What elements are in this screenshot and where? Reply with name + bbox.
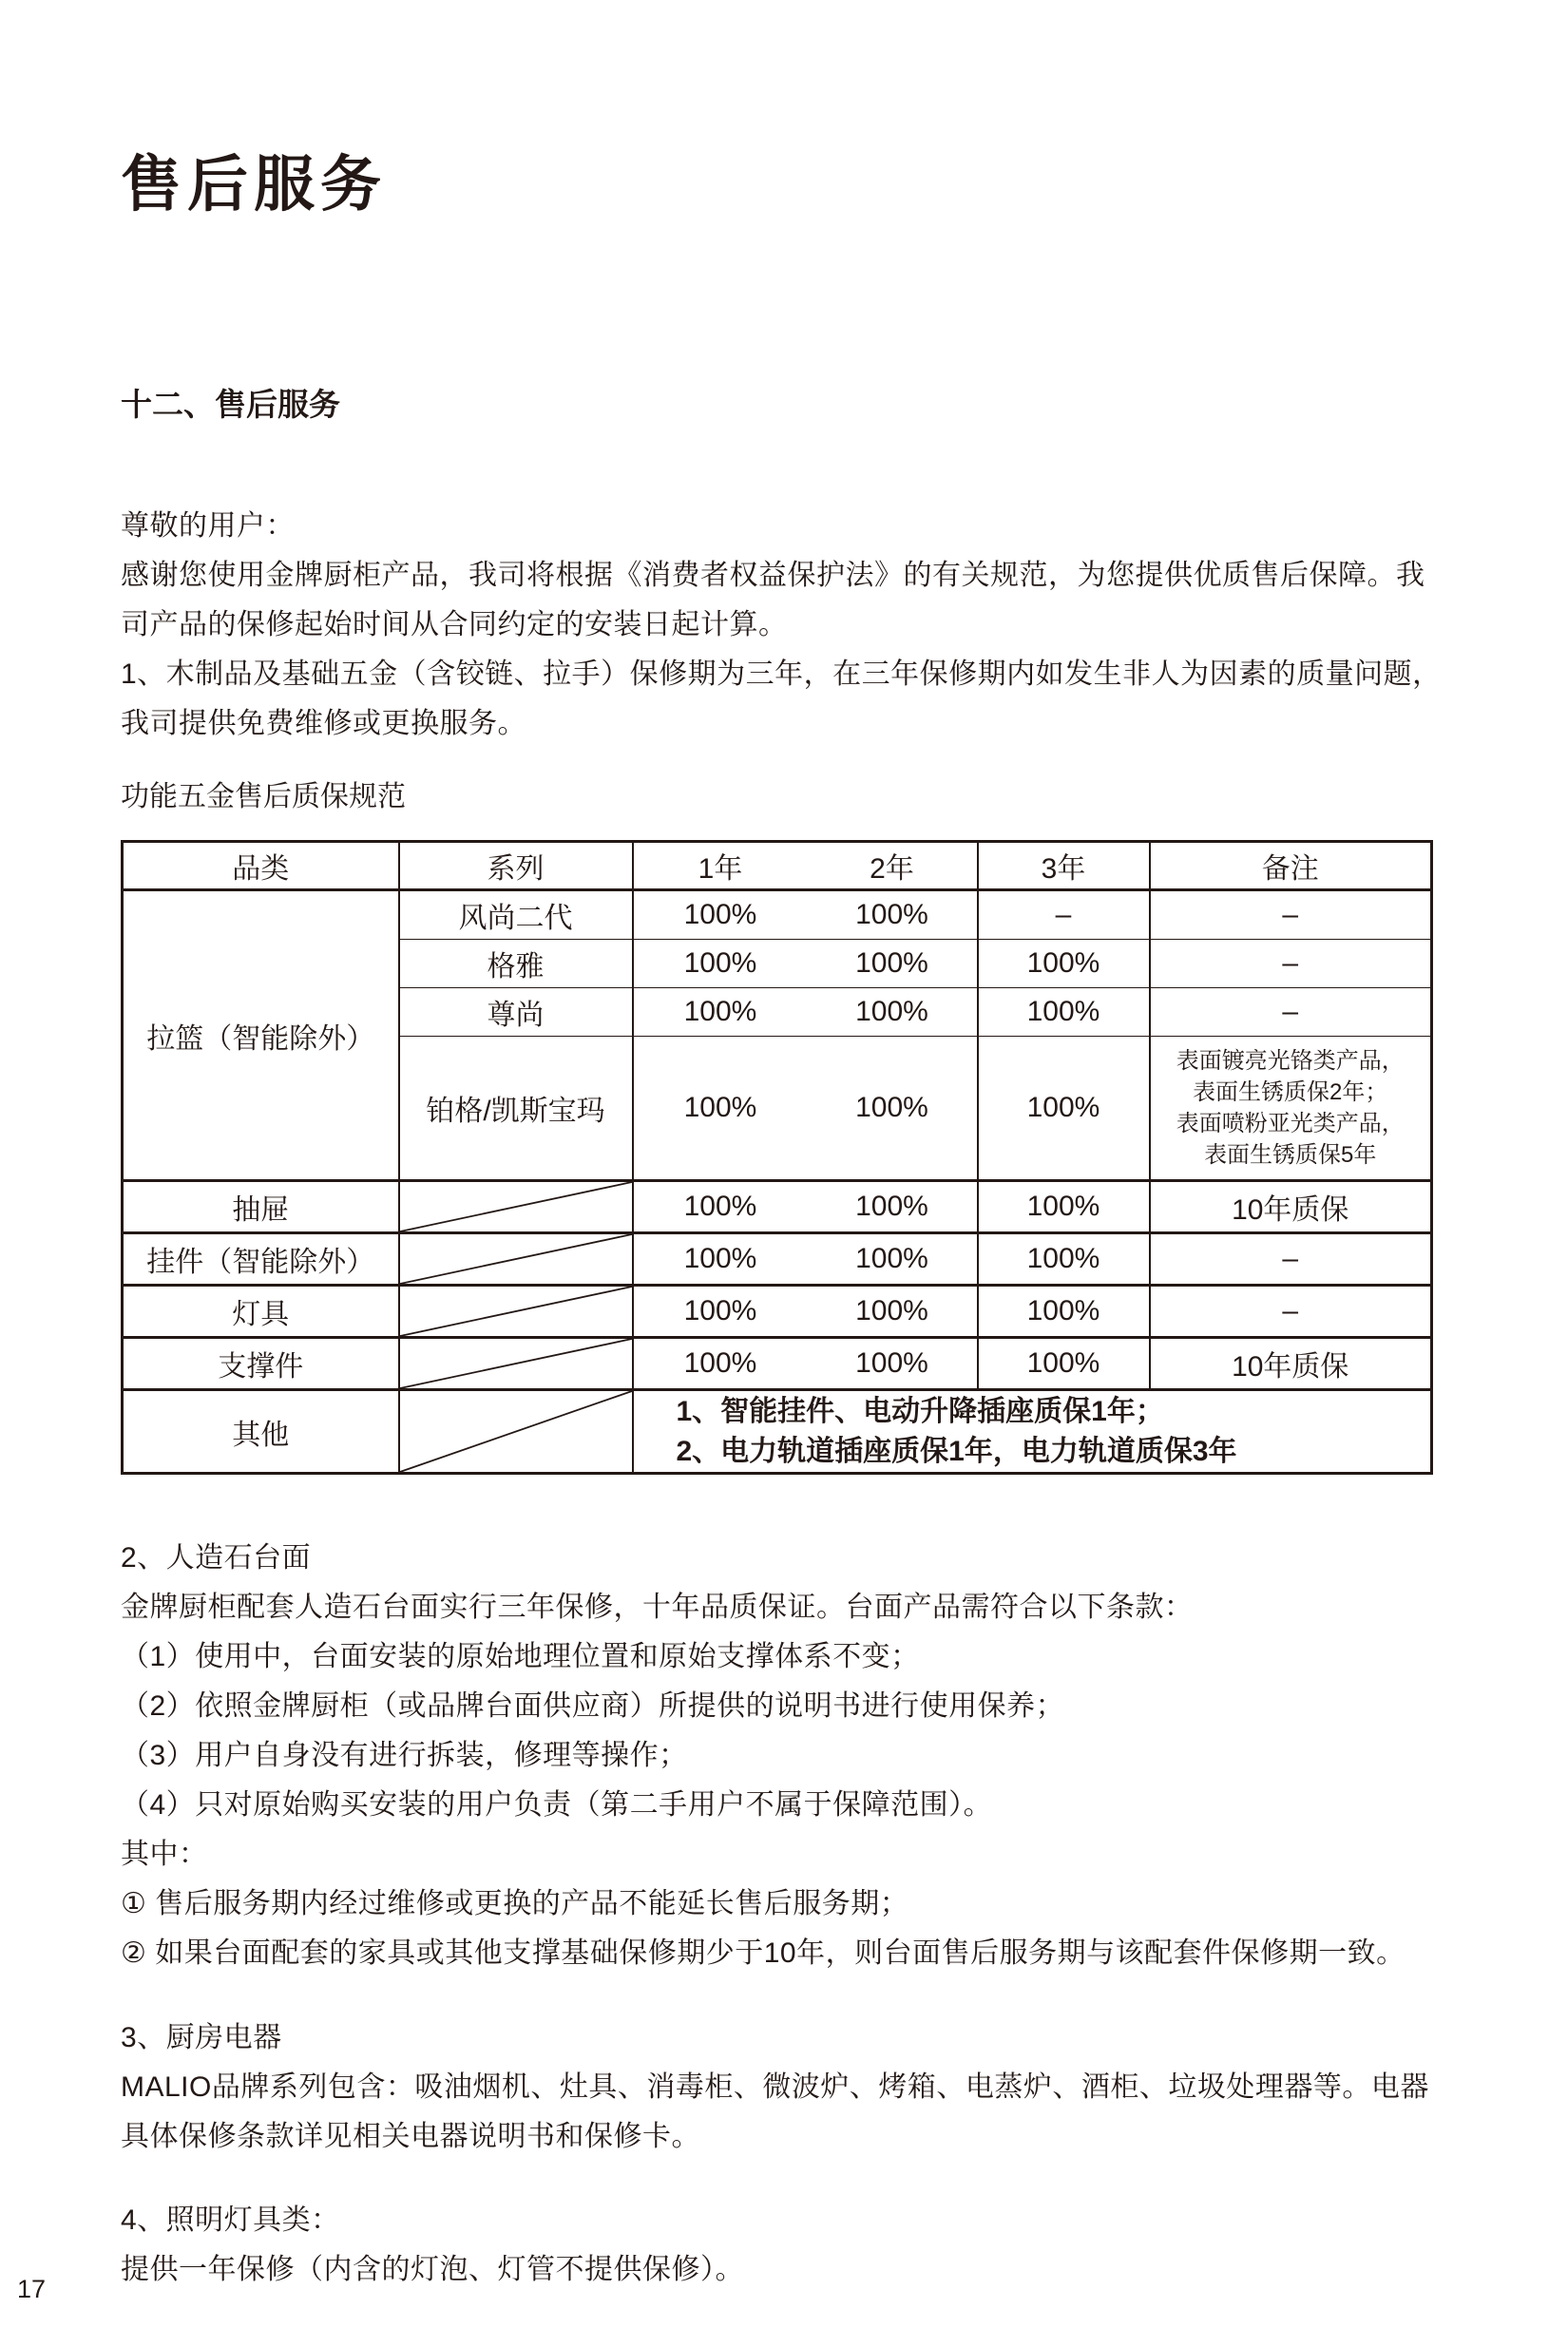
paragraph-line: 我司提供免费维修或更换服务。 [121, 708, 526, 739]
intro-paragraph [121, 502, 1451, 749]
cell-year2: 100% [808, 988, 978, 1037]
cell-year3: 100% [978, 1338, 1150, 1390]
cell-remark: – [1150, 1233, 1432, 1286]
list-item: （2）依照金牌厨柜（或品牌台面供应商）所提供的说明书进行使用保养； [121, 1690, 1065, 1722]
cell-series-na [399, 1233, 633, 1286]
cell-year1: 100% [633, 1286, 808, 1338]
cell-year3: 100% [978, 1286, 1150, 1338]
cell-remark: – [1150, 1286, 1432, 1338]
cell-remark: 10年质保 [1150, 1338, 1432, 1390]
cell-year1: 100% [633, 890, 808, 940]
paragraph-line: 其中： [121, 1839, 208, 1870]
na-slash-icon [400, 1339, 632, 1388]
cell-year3: 100% [978, 940, 1150, 988]
list-item: （3）用户自身没有进行拆装，修理等操作； [121, 1740, 688, 1771]
table-row-basket-fengshang [123, 890, 1432, 940]
table-row-other [123, 1390, 1432, 1474]
cell-category: 其他 [123, 1390, 399, 1474]
na-slash-icon [400, 1234, 632, 1284]
section-heading-2: 2、人造石台面 [121, 1542, 312, 1574]
cell-series-na [399, 1286, 633, 1338]
paragraph-line: MALIO品牌系列包含：吸油烟机、灶具、消毒柜、微波炉、烤箱、电蒸炉、酒柜、垃圾处理器等。电器 [121, 2071, 1429, 2103]
list-item: ② 如果台面配套的家具或其他支撑基础保修期少于10年，则台面售后服务期与该配套件保修期一致。 [121, 1937, 1405, 1969]
cell-category: 抽屉 [123, 1181, 399, 1233]
cell-year2: 100% [808, 1181, 978, 1233]
cell-year2: 100% [808, 1286, 978, 1338]
col-header-year1: 1年 [633, 842, 808, 890]
cell-series: 风尚二代 [399, 890, 633, 940]
col-header-year2: 2年 [808, 842, 978, 890]
cell-category: 灯具 [123, 1286, 399, 1338]
cell-year2: 100% [808, 1037, 978, 1181]
other-note-line: 1、智能挂件、电动升降插座质保1年； [676, 1395, 1164, 1427]
cell-category-basket: 拉篮（智能除外） [123, 890, 399, 1181]
cell-year1: 100% [633, 1181, 808, 1233]
other-note-line: 2、电力轨道插座质保1年，电力轨道质保3年 [676, 1435, 1237, 1467]
page-title: 售后服务 [121, 150, 387, 219]
cell-category: 支撑件 [123, 1338, 399, 1390]
cell-remark-multiline [1150, 1037, 1432, 1181]
cell-year2: 100% [808, 940, 978, 988]
na-slash-icon [400, 1182, 632, 1231]
paragraph-line: 司产品的保修起始时间从合同约定的安装日起计算。 [121, 609, 788, 640]
cell-year3: 100% [978, 1037, 1150, 1181]
section-heading-4: 4、照明灯具类： [121, 2204, 340, 2236]
paragraph-line: 1、木制品及基础五金（含铰链、拉手）保修期为三年，在三年保修期内如发生非人为因素的质量问题， [121, 658, 1442, 690]
remark-line: 表面镀亮光铬类产品， [1176, 1048, 1405, 1074]
cell-year1: 100% [633, 988, 808, 1037]
cell-other-notes [633, 1390, 1432, 1474]
cell-year1: 100% [633, 1338, 808, 1390]
cell-year1: 100% [633, 940, 808, 988]
table-row-support [123, 1338, 1432, 1390]
cell-year3: – [978, 890, 1150, 940]
paragraph-line: 提供一年保修（内含的灯泡、灯管不提供保修）。 [121, 2254, 744, 2285]
col-header-year3: 3年 [978, 842, 1150, 890]
remark-line: 表面生锈质保2年； [1193, 1079, 1388, 1105]
page-number: 17 [17, 2275, 47, 2303]
cell-year2: 100% [808, 1233, 978, 1286]
cell-series: 尊尚 [399, 988, 633, 1037]
cell-series-na [399, 1338, 633, 1390]
list-item: （1）使用中，台面安装的原始地理位置和原始支撑体系不变； [121, 1641, 920, 1672]
section-lighting [121, 2196, 1451, 2295]
cell-series-na [399, 1181, 633, 1233]
col-header-category: 品类 [123, 842, 399, 890]
col-header-remark: 备注 [1150, 842, 1432, 890]
na-slash-icon [400, 1287, 632, 1336]
cell-remark: – [1150, 988, 1432, 1037]
cell-remark: – [1150, 940, 1432, 988]
section-artificial-stone [121, 1534, 1451, 1978]
cell-series-na [399, 1390, 633, 1474]
table-header-row [123, 842, 1432, 890]
paragraph-line: 具体保修条款详见相关电器说明书和保修卡。 [121, 2121, 700, 2152]
cell-year3: 100% [978, 988, 1150, 1037]
cell-series: 铂格/凯斯宝玛 [399, 1037, 633, 1181]
intro-salutation: 尊敬的用户： [121, 510, 295, 542]
cell-year1: 100% [633, 1037, 808, 1181]
remark-line: 表面生锈质保5年 [1204, 1142, 1377, 1168]
cell-year1: 100% [633, 1233, 808, 1286]
section-heading-12: 十二、售后服务 [121, 387, 340, 422]
warranty-table-caption: 功能五金售后质保规范 [121, 781, 406, 812]
cell-year3: 100% [978, 1181, 1150, 1233]
cell-remark: 10年质保 [1150, 1181, 1432, 1233]
section-kitchen-appliances [121, 2013, 1451, 2162]
paragraph-line: 金牌厨柜配套人造石台面实行三年保修，十年品质保证。台面产品需符合以下条款： [121, 1592, 1194, 1623]
cell-year3: 100% [978, 1233, 1150, 1286]
cell-series: 格雅 [399, 940, 633, 988]
cell-category: 挂件（智能除外） [123, 1233, 399, 1286]
table-row-hanging [123, 1233, 1432, 1286]
cell-year2: 100% [808, 890, 978, 940]
table-row-lighting [123, 1286, 1432, 1338]
na-slash-icon [400, 1391, 632, 1472]
list-item: （4）只对原始购买安装的用户负责（第二手用户不属于保障范围）。 [121, 1789, 993, 1821]
col-header-series: 系列 [399, 842, 633, 890]
list-item: ① 售后服务期内经过维修或更换的产品不能延长售后服务期； [121, 1888, 909, 1919]
cell-remark: – [1150, 890, 1432, 940]
warranty-table [121, 840, 1433, 1475]
remark-line: 表面喷粉亚光类产品， [1176, 1111, 1405, 1136]
cell-year2: 100% [808, 1338, 978, 1390]
table-row-drawer [123, 1181, 1432, 1233]
paragraph-line: 感谢您使用金牌厨柜产品，我司将根据《消费者权益保护法》的有关规范，为您提供优质售后保障。我 [121, 560, 1425, 591]
section-heading-3: 3、厨房电器 [121, 2022, 282, 2053]
